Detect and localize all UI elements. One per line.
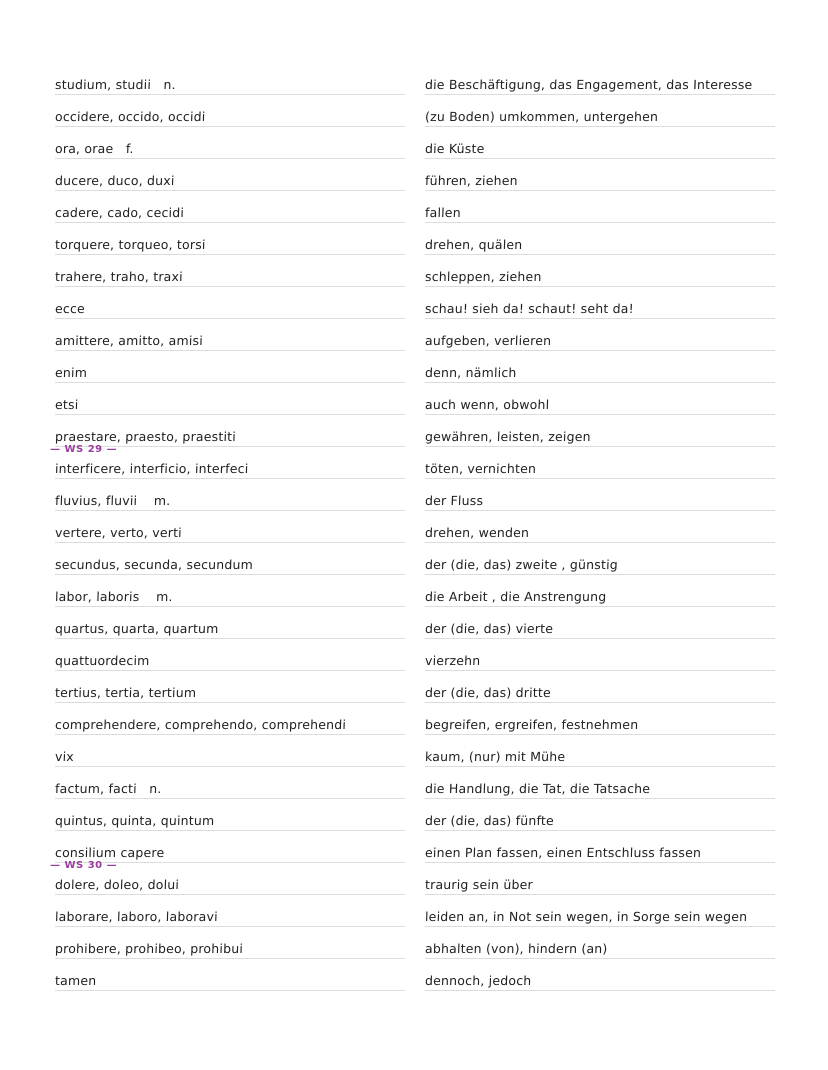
latin-term: quintus, quinta, quintum xyxy=(54,813,215,828)
latin-term: quartus, quarta, quartum xyxy=(54,621,219,636)
german-translation: schleppen, ziehen xyxy=(424,269,542,284)
latin-cell xyxy=(55,607,405,639)
latin-term: ora, orae f. xyxy=(54,141,135,156)
german-translation: leiden an, in Not sein wegen, in Sorge sein wegen xyxy=(424,909,748,924)
latin-term: tertius, tertia, tertium xyxy=(54,685,197,700)
vocab-row xyxy=(55,511,775,543)
german-cell xyxy=(425,191,775,223)
vocab-row xyxy=(55,351,775,383)
latin-cell xyxy=(55,479,405,511)
latin-cell xyxy=(55,95,405,127)
vocab-row xyxy=(55,447,775,479)
latin-term: praestare, praesto, praestiti xyxy=(54,429,237,444)
german-cell xyxy=(425,159,775,191)
german-translation: töten, vernichten xyxy=(424,461,537,476)
german-translation: der (die, das) fünfte xyxy=(424,813,555,828)
german-translation: die Handlung, die Tat, die Tatsache xyxy=(424,781,651,796)
vocab-row xyxy=(55,703,775,735)
latin-term: fluvius, fluvii m. xyxy=(54,493,171,508)
latin-term: enim xyxy=(54,365,88,380)
latin-cell xyxy=(55,543,405,575)
latin-cell xyxy=(55,959,405,991)
latin-term: occidere, occido, occidi xyxy=(54,109,206,124)
latin-term: torquere, torqueo, torsi xyxy=(54,237,206,252)
latin-cell xyxy=(55,639,405,671)
vocab-row xyxy=(55,575,775,607)
german-translation: die Beschäftigung, das Engagement, das Interesse xyxy=(424,77,753,92)
german-translation: der (die, das) dritte xyxy=(424,685,552,700)
latin-cell xyxy=(55,255,405,287)
latin-cell xyxy=(55,575,405,607)
latin-cell xyxy=(55,671,405,703)
german-cell xyxy=(425,383,775,415)
german-translation: der Fluss xyxy=(424,493,484,508)
vocab-row xyxy=(50,415,775,455)
german-cell xyxy=(425,479,775,511)
latin-term: dolere, doleo, dolui xyxy=(54,877,180,892)
latin-term: consilium capere xyxy=(54,845,165,860)
german-cell xyxy=(425,127,775,159)
latin-term: quattuordecim xyxy=(54,653,150,668)
latin-cell xyxy=(55,703,405,735)
german-translation: der (die, das) zweite , günstig xyxy=(424,557,619,572)
german-cell xyxy=(425,223,775,255)
vocab-row xyxy=(55,895,775,927)
vocab-row xyxy=(55,191,775,223)
german-translation: auch wenn, obwohl xyxy=(424,397,550,412)
vocab-row xyxy=(55,863,775,895)
latin-cell xyxy=(55,63,405,95)
vocab-row xyxy=(55,959,775,991)
german-cell xyxy=(425,863,775,895)
latin-cell xyxy=(55,511,405,543)
latin-cell xyxy=(55,319,405,351)
german-translation: (zu Boden) umkommen, untergehen xyxy=(424,109,659,124)
german-translation: schau! sieh da! schaut! seht da! xyxy=(424,301,635,316)
german-cell xyxy=(425,735,775,767)
vocab-row xyxy=(50,831,775,871)
german-translation: vierzehn xyxy=(424,653,481,668)
latin-term: comprehendere, comprehendo, comprehendi xyxy=(54,717,347,732)
german-cell xyxy=(425,319,775,351)
latin-term: amittere, amitto, amisi xyxy=(54,333,204,348)
vocab-row xyxy=(55,767,775,799)
lesson-marker: — WS 29 — xyxy=(50,444,118,455)
vocab-row xyxy=(55,927,775,959)
german-cell xyxy=(425,767,775,799)
german-translation: abhalten (von), hindern (an) xyxy=(424,941,608,956)
german-cell xyxy=(425,703,775,735)
vocab-row xyxy=(55,127,775,159)
german-cell xyxy=(425,831,775,863)
german-cell xyxy=(425,63,775,95)
german-translation: aufgeben, verlieren xyxy=(424,333,552,348)
latin-cell xyxy=(50,415,405,455)
german-translation: begreifen, ergreifen, festnehmen xyxy=(424,717,639,732)
latin-cell xyxy=(55,191,405,223)
german-translation: kaum, (nur) mit Mühe xyxy=(424,749,566,764)
latin-term: cadere, cado, cecidi xyxy=(54,205,185,220)
german-translation: drehen, wenden xyxy=(424,525,530,540)
vocab-row xyxy=(55,543,775,575)
german-translation: dennoch, jedoch xyxy=(424,973,532,988)
latin-cell xyxy=(55,351,405,383)
vocab-row xyxy=(55,159,775,191)
vocab-row xyxy=(55,287,775,319)
latin-term: labor, laboris m. xyxy=(54,589,173,604)
latin-term: laborare, laboro, laboravi xyxy=(54,909,219,924)
german-translation: denn, nämlich xyxy=(424,365,517,380)
german-cell xyxy=(425,287,775,319)
german-cell xyxy=(425,511,775,543)
german-cell xyxy=(425,351,775,383)
latin-cell xyxy=(55,159,405,191)
german-cell xyxy=(425,255,775,287)
latin-term: interficere, interficio, interfeci xyxy=(54,461,249,476)
german-cell xyxy=(425,607,775,639)
german-translation: traurig sein über xyxy=(424,877,534,892)
german-translation: führen, ziehen xyxy=(424,173,519,188)
german-cell xyxy=(425,543,775,575)
latin-term: tamen xyxy=(54,973,97,988)
german-cell xyxy=(425,927,775,959)
latin-term: etsi xyxy=(54,397,79,412)
german-cell xyxy=(425,799,775,831)
latin-term: ecce xyxy=(54,301,86,316)
latin-term: prohibere, prohibeo, prohibui xyxy=(54,941,244,956)
latin-cell xyxy=(55,799,405,831)
german-translation: fallen xyxy=(424,205,462,220)
latin-cell xyxy=(55,127,405,159)
latin-cell xyxy=(55,927,405,959)
german-cell xyxy=(425,895,775,927)
latin-term: trahere, traho, traxi xyxy=(54,269,184,284)
german-cell xyxy=(425,671,775,703)
vocab-row xyxy=(55,255,775,287)
german-cell xyxy=(425,447,775,479)
vocab-row xyxy=(55,735,775,767)
latin-term: vertere, verto, verti xyxy=(54,525,183,540)
vocab-row xyxy=(55,383,775,415)
latin-cell xyxy=(55,735,405,767)
latin-term: vix xyxy=(54,749,75,764)
german-translation: gewähren, leisten, zeigen xyxy=(424,429,592,444)
vocab-row xyxy=(55,671,775,703)
german-cell xyxy=(425,575,775,607)
latin-cell xyxy=(55,287,405,319)
german-cell xyxy=(425,639,775,671)
latin-term: ducere, duco, duxi xyxy=(54,173,175,188)
german-cell xyxy=(425,415,775,447)
vocab-row xyxy=(55,607,775,639)
german-translation: die Küste xyxy=(424,141,485,156)
german-translation: die Arbeit , die Anstrengung xyxy=(424,589,607,604)
vocab-row xyxy=(55,799,775,831)
vocab-row xyxy=(55,639,775,671)
vocab-row xyxy=(55,95,775,127)
latin-term: studium, studii n. xyxy=(54,77,177,92)
latin-cell xyxy=(50,831,405,871)
vocab-row xyxy=(55,63,775,95)
vocab-row xyxy=(55,223,775,255)
lesson-marker: — WS 30 — xyxy=(50,860,118,871)
latin-cell xyxy=(55,895,405,927)
vocab-rows xyxy=(50,63,775,991)
german-translation: der (die, das) vierte xyxy=(424,621,554,636)
latin-cell xyxy=(55,767,405,799)
latin-term: factum, facti n. xyxy=(54,781,162,796)
german-translation: drehen, quälen xyxy=(424,237,523,252)
vocab-row xyxy=(55,319,775,351)
latin-cell xyxy=(55,223,405,255)
german-translation: einen Plan fassen, einen Entschluss fassen xyxy=(424,845,702,860)
vocab-row xyxy=(55,479,775,511)
german-cell xyxy=(425,959,775,991)
german-cell xyxy=(425,95,775,127)
latin-cell xyxy=(55,383,405,415)
latin-term: secundus, secunda, secundum xyxy=(54,557,254,572)
